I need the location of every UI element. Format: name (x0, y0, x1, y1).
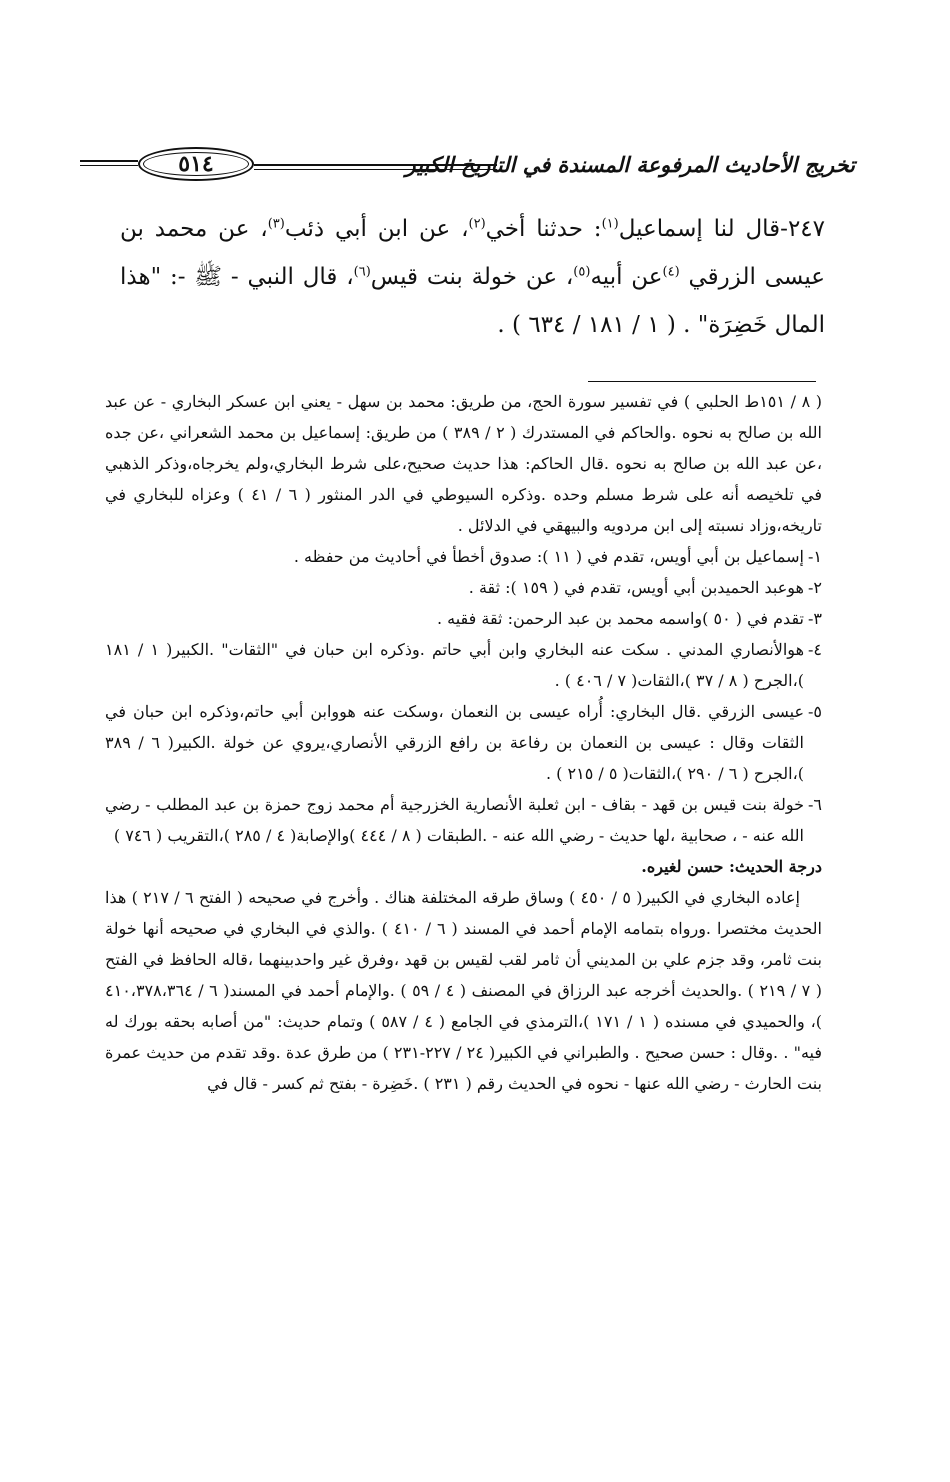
hadith-segment: عن أبيه (590, 264, 663, 290)
footnote-item (105, 789, 822, 851)
footnote-ref: (٢) (468, 216, 486, 232)
footnote-text: إسماعيل بن أبي أويس، تقدم في ( ١١ ): صدوق أخطأ في أحاديث من حفظه . (293, 547, 804, 566)
footnote-item (105, 634, 822, 696)
footnote-number: ٤- (808, 640, 822, 659)
hadith-segment: ، قال النبي - ﷺ -: "هذا المال خَضِرَة" . ( ١ / ١٨١ / ٦٣٤ ) . (120, 264, 825, 338)
footnote-ref: (٥) (573, 264, 591, 280)
footnote-number: ٦- (808, 795, 822, 814)
footnote-number: ٥- (808, 702, 822, 721)
footnote-number: ١- (808, 547, 822, 566)
footnote-text: تقدم في ( ٥٠ )واسمه محمد بن عبد الرحمن: ثقة فقيه . (436, 609, 804, 628)
footnote-number: ٢- (808, 578, 822, 597)
hadith-text: ٢٤٧-قال لنا إسماعيل$^{(١)}$: حدثنا أخي$^{(٢)}$، عن ابن أبي ذئب$^{(٣)}$، عن محمد بن عيسى الزرقي $^{(٤)}$عن أبيه$^{(٥)}$، عن خولة بنت قيس$^{(٦)}$، قال النبي - ﷺ -: "هذا المال خَضِرَة" . ( ١ / ١٨١ / ٦٣٤ ) . (120, 216, 826, 338)
footnote-divider (588, 381, 816, 382)
header-rule (254, 169, 497, 170)
footnote-ref: (٤) (662, 264, 680, 280)
footnote-number: ٣- (808, 609, 822, 628)
footnote-item (105, 541, 822, 572)
page-number: ٥١٤ (178, 151, 214, 177)
hadith-segment: : حدثنا أخي (485, 216, 602, 242)
hadith-number: ٢٤٧ (787, 216, 826, 242)
footnote-ref: (٦) (353, 264, 371, 280)
header-rule (254, 164, 497, 166)
hadith-segment: قال لنا إسماعيل (618, 216, 781, 242)
grade-discussion: إعاده البخاري في الكبير( ٥ / ٤٥٠ ) وساق طرقه المختلفة هناك . وأخرج في صحيحه ( الفتح ٦ / ٢١٧ ) هذا الحديث مختصرا .ورواه بتمامه الإمام أحمد في المسند ( ٦ / ٤١٠ ) .والذي في البخاري في صحيحه أنها خولة بنت ثامر، وقد جزم علي بن المديني أن ثامر لقب لقيس بن قهد ،وفرق غير واحدبينهما ،قاله الحافظ في الفتح ( ٧ / ٢١٩ ) .والحديث أخرجه عبد الرزاق في المصنف ( ٤ / ٥٩ ) .والإمام أحمد في المسند( ٦ / ٤١٠،٣٧٨،٣٦٤ )، والحميدي في مسنده ( ١ / ١٧١ )،الترمذي في الجامع ( ٤ / ٥٨٧ ) وتمام حديث: "من أصابه بحقه بورك له فيه" . .وقال : حسن صحيح . والطبراني في الكبير( ٢٤ / ٢٢٧-٢٣١ ) من طرق عدة .وقد تقدم من حديث عمرة بنت الحارث - رضي الله عنها - نحوه في الحديث رقم ( ٢٣١ ) .خَضِرة - بفتح ثم كسر - قال في (105, 888, 823, 1093)
footnote-text: خولة بنت قيس بن قهد - بقاف - ابن ثعلبة الأنصارية الخزرجية أم محمد زوج حمزة بن عبد المطلب - رضي الله عنه - ، صحابية ،لها حديث - رضي الله عنه - .الطبقات ( ٨ / ٤٤٤ )والإصابة( ٤ / ٢٨٥ )،التقريب ( ٧٤٦ ) (105, 795, 804, 845)
header-rule (80, 165, 138, 166)
footnote-item (105, 603, 822, 634)
footnote-text: هوعبد الحميدبن أبي أويس، تقدم في ( ١٥٩ ): ثقة . (468, 578, 804, 597)
book-title: تخريج الأحاديث المرفوعة المسندة في التاريخ الكبير (405, 152, 855, 177)
page-number-badge (138, 147, 254, 181)
hadith-segment: ، عن خولة بنت قيس (370, 264, 574, 290)
footnote-continuation: ( ٨ / ١٥١ط الحلبي ) في تفسير سورة الحج، من طريق: محمد بن سهل - يعني ابن عسكر البخاري - عن عبد الله بن صالح به نحوه .والحاكم في المستدرك ( ٢ / ٣٨٩ ) من طريق: إسماعيل بن محمد الشعراني ،عن جده ،عن عبد الله بن صالح به نحوه .قال الحاكم: هذا حديث صحيح،على شرط البخاري،ولم يخرجاه،وذكر الذهبي في تلخيصه أنه على شرط مسلم وحده .وذكره السيوطي في الدر المنثور ( ٦ / ٤١ ) وعزاه للبخاري في تاريخه،وزاد نسبته إلى ابن مردويه والبيهقي في الدلائل . (105, 392, 823, 535)
footnote-ref: (٣) (267, 216, 285, 232)
footnote-item (105, 696, 822, 789)
footnote-item (105, 572, 822, 603)
footnote-text: هوالأنصاري المدني . سكت عنه البخاري وابن أبي حاتم .وذكره ابن حبان في "الثقات" .الكبير( ١ / ١٨١ )،الجرح ( ٨ / ٣٧ )،الثقات( ٧ / ٤٠٦ ) . (105, 640, 805, 690)
hadith-segment: ، عن محمد بن عيسى الزرقي (120, 216, 826, 290)
footnote-text: عيسى الزرقي .قال البخاري: أُراه عيسى بن النعمان ،وسكت عنه هووابن أبي حاتم،وذكره ابن حبان في الثقات وقال : عيسى بن النعمان بن رفاعة بن رافع الزرقي الأنصاري،يروي عن خولة .الكبير( ٦ / ٣٨٩ )،الجرح ( ٦ / ٢٩٠ )،الثقات( ٥ / ٢١٥ ) . (105, 702, 805, 783)
footnote-ref: (١) (601, 216, 619, 232)
hadith-segment: ، عن ابن أبي ذئب (284, 216, 469, 242)
hadith-grade: درجة الحديث: حسن لغيره. (641, 857, 822, 876)
footnotes (105, 386, 822, 1099)
running-header (80, 146, 855, 188)
header-rule (80, 160, 138, 162)
